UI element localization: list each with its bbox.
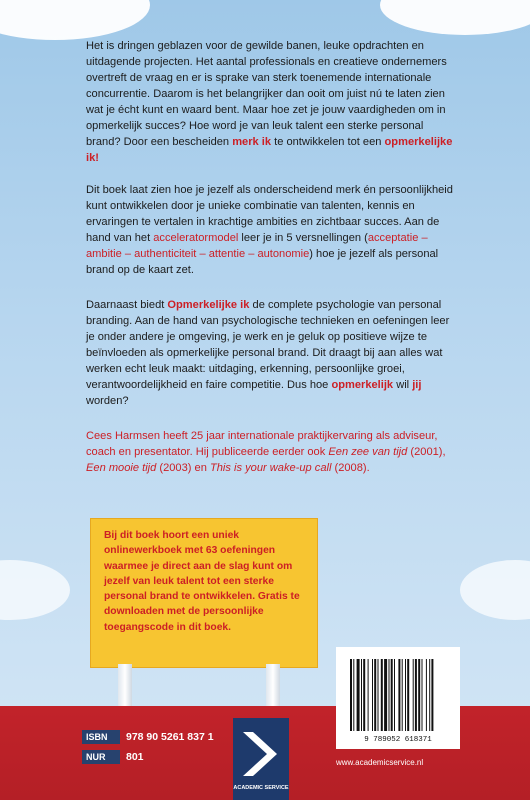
blurb-text: wil bbox=[393, 379, 413, 391]
barcode bbox=[336, 647, 460, 749]
blurb-text: leer je in 5 versnellingen ( bbox=[238, 232, 368, 244]
blurb-text: te ontwikkelen tot een bbox=[271, 136, 385, 148]
highlight-jij: jij bbox=[412, 379, 422, 391]
blurb-text: Dit boek laat zien hoe je jezelf als onderscheidend merk én persoonlijkheid kunt ontwikkelen door je unieke combinatie van talenten, kennis en ervaringen te vertalen in krachtige ambities en zichtbaar succes. Aan de hand van het bbox=[86, 184, 453, 244]
bio-text: Cees Harmsen heeft 25 jaar internationale praktijkervaring als adviseur, coach en presentator. Hij publiceerde eerder ook bbox=[86, 430, 438, 458]
blurb-text: worden? bbox=[86, 395, 129, 407]
highlight-versnellingen: acceptatie – ambitie – authenticiteit – attentie – autonomie bbox=[86, 232, 428, 260]
nur-row bbox=[82, 748, 232, 766]
highlight-opmerkelijk: opmerkelijk bbox=[331, 379, 394, 391]
title-een-mooie-tijd: Een mooie tijd bbox=[86, 462, 157, 474]
isbn-nur-table bbox=[82, 728, 232, 768]
nur-value: 801 bbox=[126, 751, 144, 763]
sign-text: Bij dit boek hoort een uniek onlinewerkboek met 63 oefeningen waarmee je direct aan de slag kunt om jezelf van leuk talent tot een sterke personal brand te ontwikkelen. Gratis te downloaden met de persoonlijke toegangscode in dit boek. bbox=[104, 530, 300, 633]
bio-text: (2001), bbox=[407, 446, 446, 458]
bio-text: (2008). bbox=[331, 462, 370, 474]
highlight-opmerkelijke-ik: opmerkelijke ik bbox=[86, 136, 453, 164]
isbn-value: 978 90 5261 837 1 bbox=[126, 731, 214, 743]
blurb-text: Het is dringen geblazen voor de gewilde banen, leuke opdrachten en uitdagende projecten. Het aantal professionals en creatieve ondernemers overtreft de vraag en er is sprake van sterk toenemende internationale concurrentie. Daarom is het belangrijker dan ooit om juist nú te laten zien wat je écht kunt en waard bent. Maar hoe zet je jouw vaardigheden om in opmerkelijk succes? Hoe word je van leuk talent een sterke personal brand? Door een bescheiden bbox=[86, 40, 447, 148]
highlight-opmerkelijke-ik: Opmerkelijke ik bbox=[167, 299, 250, 311]
blurb-text: Daarnaast biedt bbox=[86, 299, 168, 311]
blurb-paragraph-3 bbox=[86, 297, 458, 409]
exclamation: ! bbox=[95, 152, 99, 164]
publisher-logo bbox=[233, 718, 289, 800]
blurb-text: ) hoe je jezelf als personal brand op de kaart zet. bbox=[86, 248, 439, 276]
blurb-text: de complete psychologie van personal branding. Aan de hand van psychologische technieken en oefeningen leer je onder andere je omgeving, je werk en je geluk op positieve wijze te beïnvloeden als opmerkelijke personal brand. Dit draagt bij aan alles wat werken echt leuk maakt: uitdaging, erkenning, persoonlijke groei, verantwoordelijkheid en faire competitie. Dus hoe bbox=[86, 299, 450, 391]
isbn-row bbox=[82, 728, 232, 746]
bio-text: (2003) en bbox=[156, 462, 210, 474]
highlight-merk-ik: merk ik bbox=[232, 136, 272, 148]
chevron-logo-icon bbox=[233, 718, 289, 800]
title-een-zee-van-tijd: Een zee van tijd bbox=[328, 446, 408, 458]
blurb-paragraph-2 bbox=[86, 182, 458, 278]
highlight-acceleratormodel: acceleratormodel bbox=[153, 232, 239, 244]
barcode-icon bbox=[336, 647, 460, 749]
blurb-paragraph-1 bbox=[86, 38, 458, 166]
barcode-digits: 9 789052 618371 bbox=[364, 736, 432, 744]
publisher-website: www.academicservice.nl bbox=[336, 758, 424, 767]
nur-label: NUR bbox=[82, 750, 120, 764]
isbn-label: ISBN bbox=[82, 730, 120, 744]
author-bio bbox=[86, 428, 458, 476]
title-wake-up-call: This is your wake-up call bbox=[209, 462, 332, 474]
publisher-name: ACADEMIC SERVICE bbox=[233, 785, 289, 791]
